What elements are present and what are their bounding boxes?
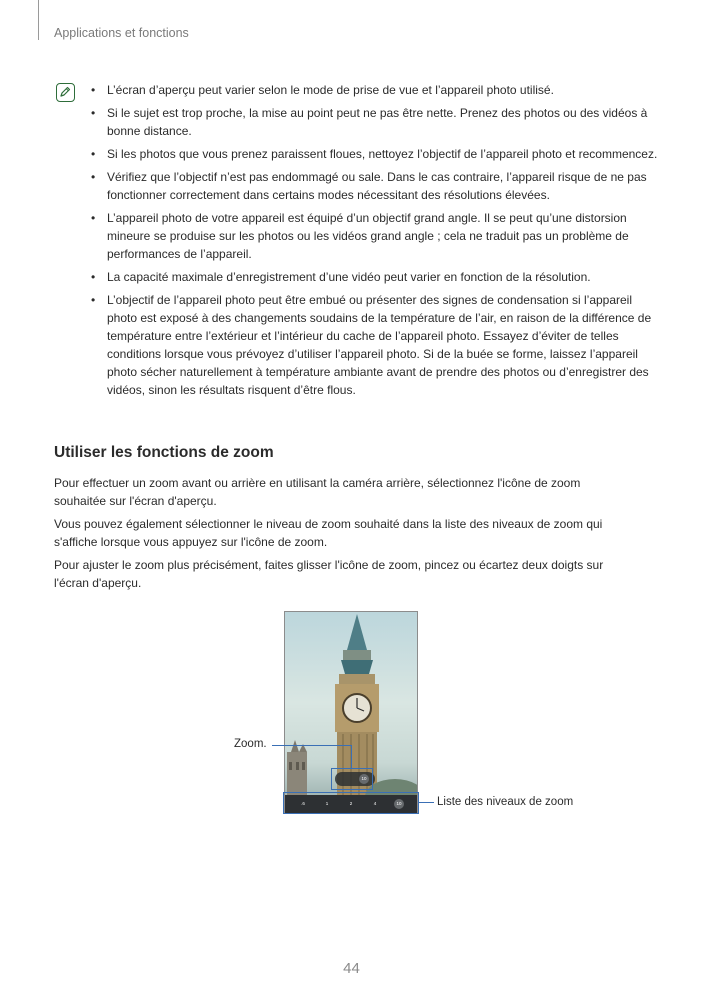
levels-callout-label: Liste des niveaux de zoom bbox=[437, 796, 574, 808]
zoom-level-4[interactable]: 4 bbox=[373, 801, 377, 806]
list-item: • La capacité maximale d’enregistrement d’une vidéo peut varier en fonction de la résolution. bbox=[91, 270, 591, 284]
zoom-level-10[interactable]: 10 bbox=[394, 799, 404, 809]
note-pencil-icon bbox=[56, 83, 75, 102]
running-header: Applications et fonctions bbox=[54, 26, 189, 40]
paragraph: Pour effectuer un zoom avant ou arrière en utilisant la caméra arrière, sélectionnez l'icône de zoom souhaitée sur l'écran d'aperçu. bbox=[54, 476, 581, 508]
zoom-callout-leader-vertical bbox=[351, 745, 352, 768]
zoom-level-0-6[interactable]: .6 bbox=[301, 801, 305, 806]
page-number: 44 bbox=[343, 960, 360, 977]
list-item: • Si les photos que vous prenez paraissent floues, nettoyez l’objectif de l’appareil photo et recommencez. bbox=[91, 147, 658, 161]
list-item: • Si le sujet est trop proche, la mise au point peut ne pas être nette. Prenez des photos ou des vidéos à bonne distance. bbox=[91, 106, 648, 138]
list-item: • Vérifiez que l’objectif n’est pas endommagé ou sale. Dans le cas contraire, l’appareil risque de ne pas fonctionner correctement dans certains modes nécessitant des résolutions élevées. bbox=[91, 170, 647, 202]
zoom-button-label: 10 bbox=[359, 774, 369, 784]
page-edge-line bbox=[38, 0, 39, 40]
zoom-callout-leader bbox=[272, 745, 352, 746]
list-item: • L’écran d’aperçu peut varier selon le mode de prise de vue et l’appareil photo utilisé. bbox=[91, 83, 554, 97]
zoom-level-2[interactable]: 2 bbox=[349, 801, 353, 806]
list-item: • L’objectif de l’appareil photo peut être embué ou présenter des signes de condensation si l’appareil photo est exposé à des changements soudains de la température de l’air, en raison de la différence de température entre l’extérieur et l’intérieur du cache de l’appareil photo. Essayez d’éviter de telles conditions lorsque vous prévoyez d’utiliser l’appareil photo. Si de la buée se forme, laissez l’appareil photo sécher naturellement à température ambiante avant de prendre des photos ou d’enregistrer des vidéos, sinon les résultats risquent d’être flous. bbox=[91, 293, 652, 397]
list-item: • L’appareil photo de votre appareil est équipé d’un objectif grand angle. Il se peut qu’une distorsion mineure se produise sur les photos ou les vidéos grand angle ; cela ne traduit pas un problème de performances de l’appareil. bbox=[91, 211, 629, 261]
note-bullet-list bbox=[90, 81, 660, 404]
zoom-callout-label: Zoom. bbox=[234, 738, 267, 750]
paragraph: Vous pouvez également sélectionner le niveau de zoom souhaité dans la liste des niveaux de zoom qui s'affiche lorsque vous appuyez sur l'icône de zoom. bbox=[54, 517, 603, 549]
zoom-levels-highlight bbox=[283, 792, 419, 814]
zoom-level-1[interactable]: 1 bbox=[325, 801, 329, 806]
paragraph: Pour ajuster le zoom plus précisément, faites glisser l'icône de zoom, pincez ou écartez deux doigts sur l'écran d'aperçu. bbox=[54, 558, 604, 590]
zoom-button-highlight bbox=[331, 768, 373, 790]
section-title: Utiliser les fonctions de zoom bbox=[54, 444, 274, 461]
section-body bbox=[54, 475, 634, 598]
levels-callout-leader bbox=[419, 802, 434, 803]
